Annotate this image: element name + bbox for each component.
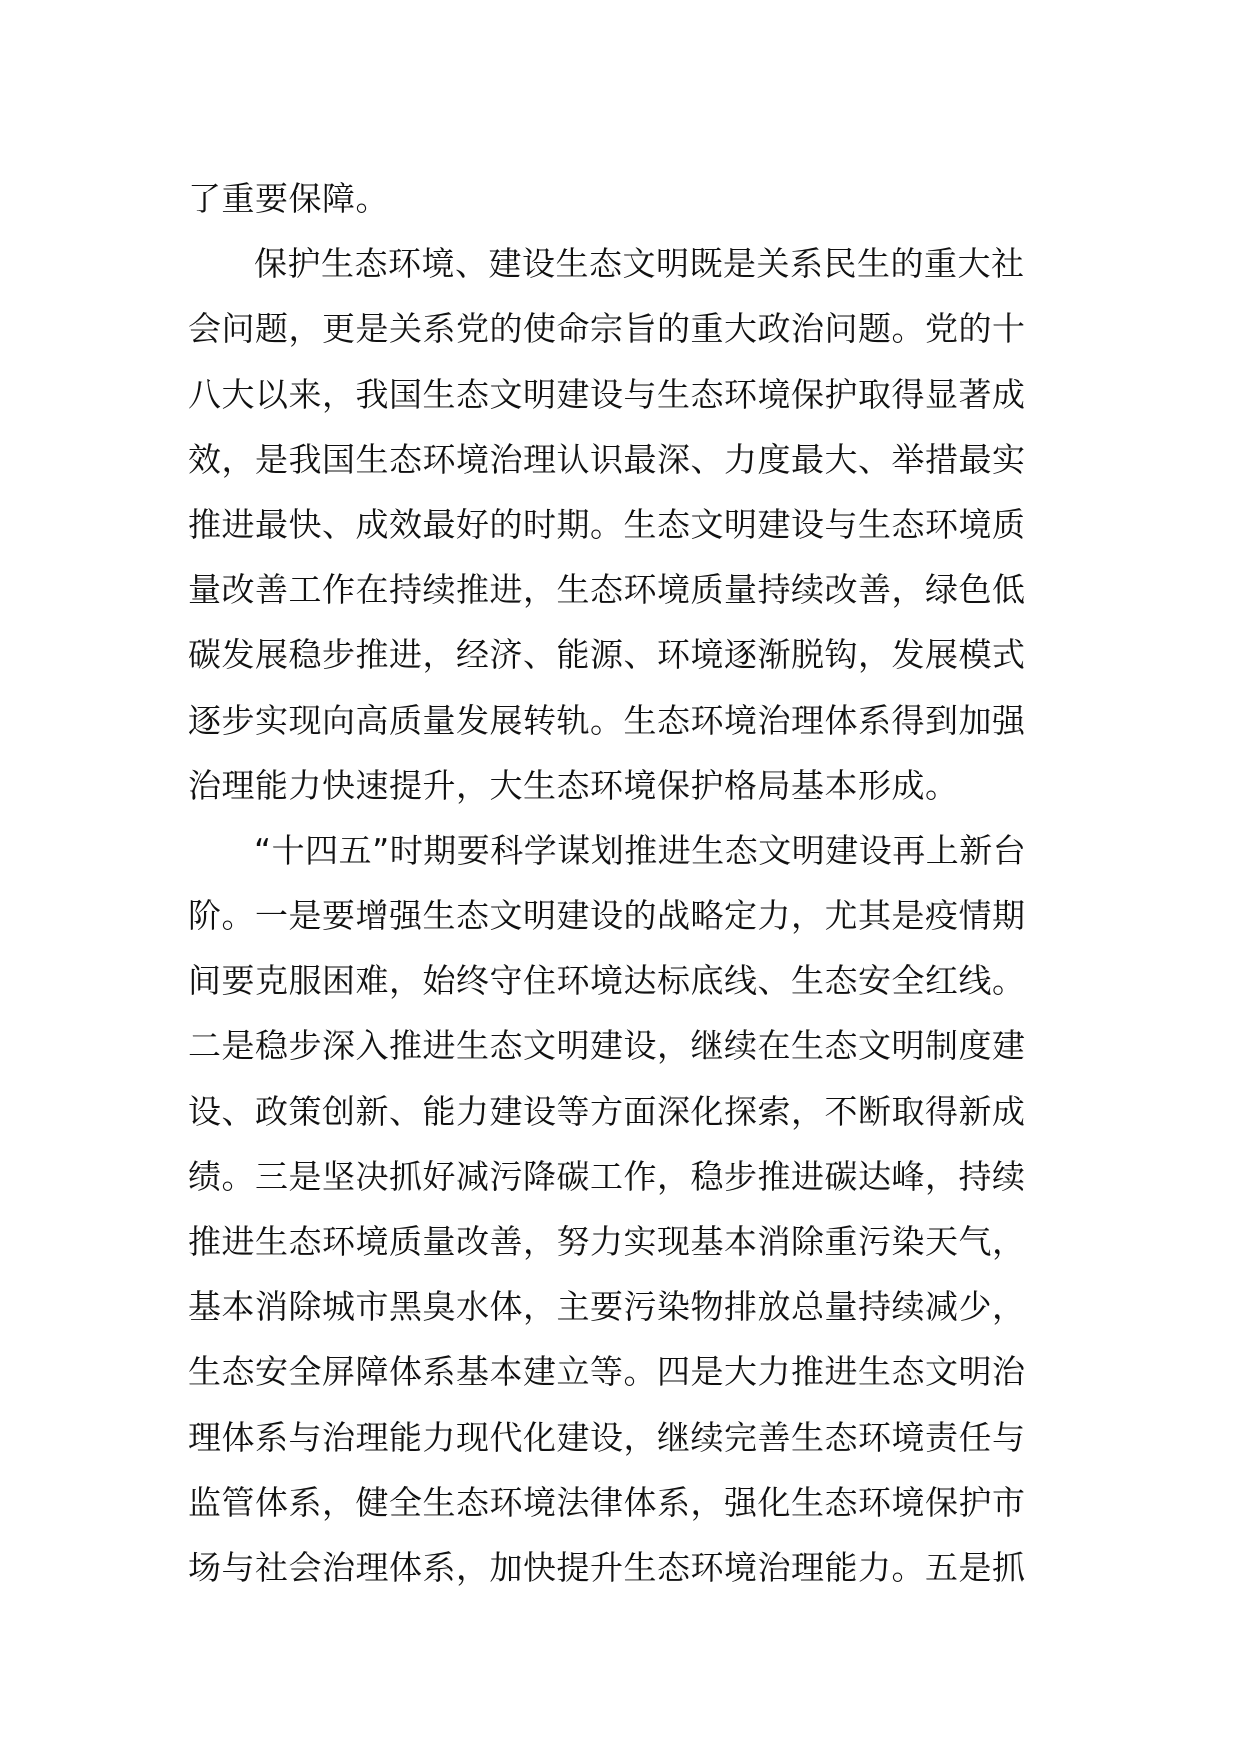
text-line-10: 治理能力快速提升，大生态环境保护格局基本形成。 <box>188 765 959 805</box>
text-line-9: 逐步实现向高质量发展转轨。生态环境治理体系得到加强 <box>188 700 1026 740</box>
text-line-3: 会问题，更是关系党的使命宗旨的重大政治问题。党的十 <box>188 309 1026 349</box>
text-line-8: 碳发展稳步推进，经济、能源、环境逐渐脱钩，发展模式 <box>188 635 1026 675</box>
text-line-1: 了重要保障。 <box>188 179 389 218</box>
text-line-14: 二是稳步深入推进生态文明建设，继续在生态文明制度建 <box>188 1026 1026 1066</box>
text-line-11: “十四五”时期要科学谋划推进生态文明建设再上新台 <box>254 830 1027 870</box>
text-line-5: 效，是我国生态环境治理认识最深、力度最大、举措最实 <box>188 439 1026 479</box>
text-line-15: 设、政策创新、能力建设等方面深化探索，不断取得新成 <box>188 1091 1026 1131</box>
text-line-16: 绩。三是坚决抓好减污降碳工作，稳步推进碳达峰，持续 <box>188 1156 1026 1196</box>
text-line-7: 量改善工作在持续推进，生态环境质量持续改善，绿色低 <box>188 570 1026 610</box>
text-line-2: 保护生态环境、建设生态文明既是关系民生的重大社 <box>254 244 1025 284</box>
text-line-22: 场与社会治理体系，加快提升生态环境治理能力。五是抓 <box>188 1547 1026 1587</box>
text-line-20: 理体系与治理能力现代化建设，继续完善生态环境责任与 <box>188 1417 1026 1457</box>
text-line-18: 基本消除城市黑臭水体，主要污染物排放总量持续减少， <box>188 1287 1026 1327</box>
body-text <box>188 166 1068 1600</box>
text-line-13: 间要克服困难，始终守住环境达标底线、生态安全红线。 <box>188 961 1026 1001</box>
text-line-19: 生态安全屏障体系基本建立等。四是大力推进生态文明治 <box>188 1352 1026 1392</box>
text-line-12: 阶。一是要增强生态文明建设的战略定力，尤其是疫情期 <box>188 896 1026 936</box>
text-line-17: 推进生态环境质量改善，努力实现基本消除重污染天气， <box>188 1222 1026 1261</box>
text-line-21: 监管体系，健全生态环境法律体系，强化生态环境保护市 <box>188 1482 1026 1522</box>
text-line-6: 推进最快、成效最好的时期。生态文明建设与生态环境质 <box>188 504 1026 544</box>
text-line-4: 八大以来，我国生态文明建设与生态环境保护取得显著成 <box>188 374 1026 414</box>
